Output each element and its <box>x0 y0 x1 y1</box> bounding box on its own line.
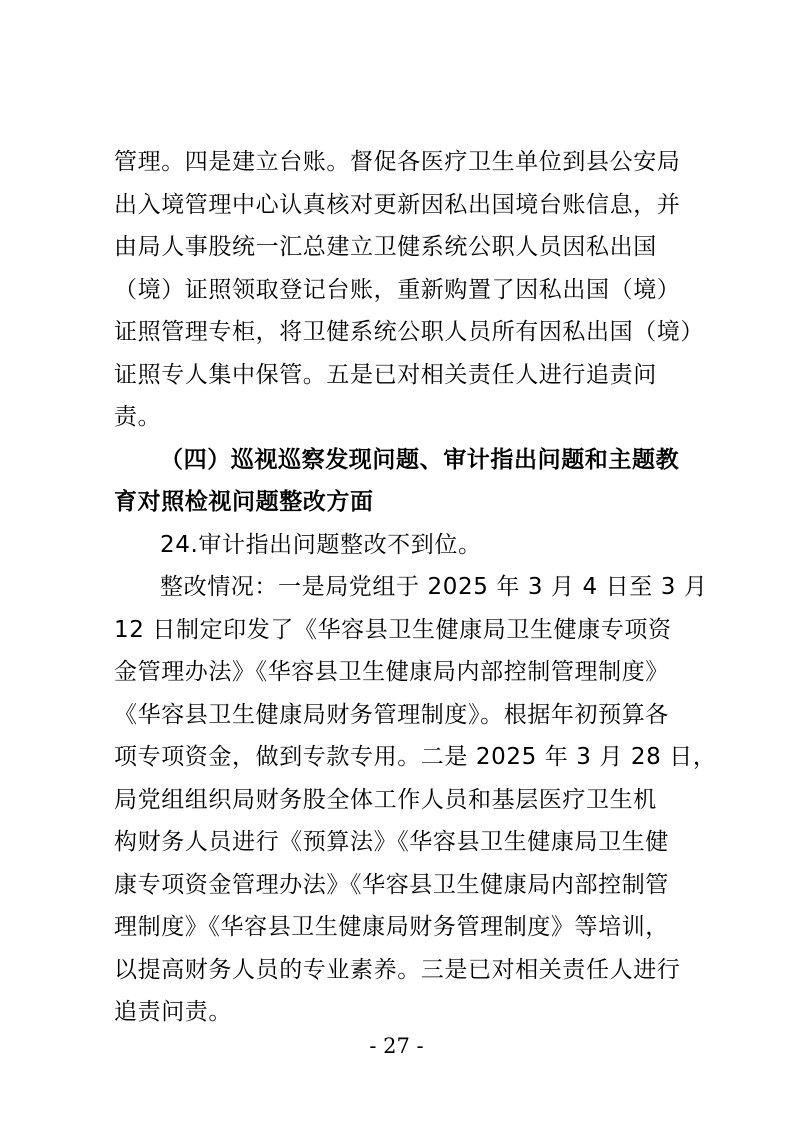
body-line: 管理。四是建立台账。督促各医疗卫生单位到县公安局 <box>114 149 681 175</box>
body-line: 理制度》《华容县卫生健康局财务管理制度》等培训， <box>114 914 669 940</box>
section-heading: （四）巡视巡察发现问题、审计指出问题和主题教 <box>160 447 680 473</box>
body-line: 局党组组织局财务股全体工作人员和基层医疗卫生机 <box>114 787 657 813</box>
body-line: 《华容县卫生健康局财务管理制度》。根据年初预算各 <box>114 702 669 728</box>
body-line: 出入境管理中心认真核对更新因私出国境台账信息，并 <box>114 192 681 218</box>
body-line: 康专项资金管理办法》《华容县卫生健康局内部控制管 <box>114 872 669 898</box>
body-line: 项专项资金，做到专款专用。二是 2025 年 3 月 28 日， <box>114 744 717 770</box>
body-line: 12 日制定印发了《华容县卫生健康局卫生健康专项资 <box>114 617 672 643</box>
body-line: 追责问责。 <box>114 999 232 1025</box>
body-line: 金管理办法》《华容县卫生健康局内部控制管理制度》 <box>114 659 669 685</box>
body-line: 证照专人集中保管。五是已对相关责任人进行追责问 <box>114 362 657 388</box>
item-title: 24.审计指出问题整改不到位。 <box>160 532 482 558</box>
body-line: 以提高财务人员的专业素养。三是已对相关责任人进行 <box>114 957 681 983</box>
section-heading: 育对照检视问题整改方面 <box>114 489 374 515</box>
page-number: - 27 - <box>369 1034 424 1058</box>
body-line: 构财务人员进行《预算法》《华容县卫生健康局卫生健 <box>114 829 669 855</box>
body-line: 整改情况：一是局党组于 2025 年 3 月 4 日至 3 月 <box>160 574 708 600</box>
body-line: 责。 <box>114 404 162 430</box>
body-line: 由局人事股统一汇总建立卫健系统公职人员因私出国 <box>114 234 657 260</box>
body-line: 证照管理专柜，将卫健系统公职人员所有因私出国（境） <box>114 319 704 345</box>
body-line: （境）证照领取登记台账，重新购置了因私出国（境） <box>114 277 681 303</box>
